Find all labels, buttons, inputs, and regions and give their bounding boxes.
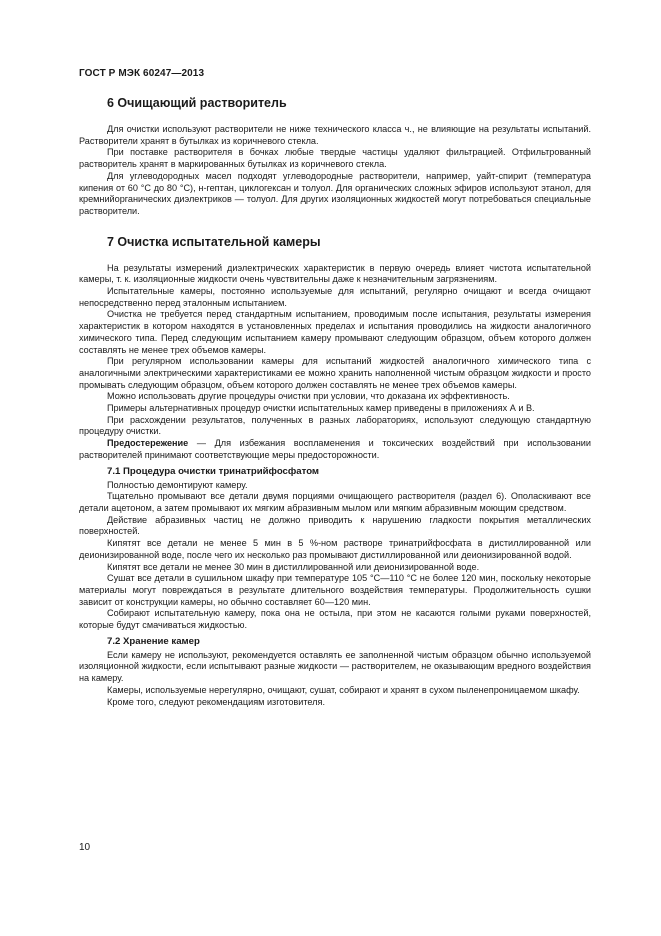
section-7-paragraph: При расхождении результатов, полученных в разных лабораториях, используют следующую стандартную процедуру очистки. — [79, 414, 591, 437]
section-7-2-title: 7.2 Хранение камер — [107, 635, 200, 647]
section-7-1-paragraph: Кипятят все детали не менее 5 мин в 5 %-ном растворе тринатрийфосфата в дистиллированной или деионизированной воде, после чего их несколько раз промывают дистиллированной или деионизированной водой. — [79, 538, 591, 560]
section-7-1-paragraph: Собирают испытательную камеру, пока она не остыла, при этом не касаются голыми руками поверхностей, которые будут смачиваться жидкостью. — [79, 608, 591, 631]
section-6-paragraph: При поставке растворителя в бочках любые твердые частицы удаляют фильтрацией. Отфильтрованный растворитель хранят в маркированных бутылках из коричневого стекла. — [79, 147, 591, 170]
document-header: ГОСТ Р МЭК 60247—2013 — [79, 68, 205, 79]
section-7-2-paragraph: Если камеру не используют, рекомендуется оставлять ее заполненной чистым образцом обычно используемой изоляционной жидкости, если испытывают разные жидкости — растворителем, не оказывающим вредного воздействия на камеру. — [79, 649, 591, 684]
section-6-paragraph: Для углеводородных масел подходят углеводородные растворители, например, уайт-спирит (температура кипения от 60 °С до 80 °С), н-гептан, циклогексан и толуол. Для органических сложных эфиров используют этанол, для кремнийорганических диэлектриков — толуол. Для других изоляционных жидкостей могут потребоваться специальные растворители. — [79, 170, 591, 216]
section-6-title: 6 Очищающий растворитель — [107, 96, 287, 110]
section-7-2-paragraph: Камеры, используемые нерегулярно, очищают, сушат, собирают и хранят в сухом пыленепроницаемом шкафу. — [107, 684, 580, 695]
section-7-1-paragraph: Тщательно промывают все детали двумя порциями очищающего растворителя (раздел 6). Ополаскивают все детали ацетоном, а затем промывают их мягким абразивным мылом или мягким абразивным моющим средством. — [79, 491, 591, 513]
section-7-paragraph: Можно использовать другие процедуры очистки при условии, что доказана их эффективность. — [107, 391, 510, 402]
section-7-1-paragraph: Кипятят все детали не менее 30 мин в дистиллированной или деионизированной воде. — [107, 561, 480, 572]
section-7-paragraph: При регулярном использовании камеры для испытаний жидкостей аналогичного химического типа с аналогичными электрическими характеристиками ее можно хранить наполненной чистым образцом жидкости и просто промывать следующим образцом, объем которого должен составлять не менее трех объемов камеры. — [79, 356, 591, 390]
section-7-1-paragraph: Действие абразивных частиц не должно приводить к нарушению гладкости покрытия металлических поверхностей. — [79, 514, 591, 537]
section-7-paragraph: Испытательные камеры, постоянно используемые для испытаний, регулярно очищают и всегда очищают непосредственно перед эталонным испытанием. — [79, 286, 591, 308]
warning-text: — Для избежания воспламенения и токсических воздействий при использовании растворителей принимают соответствующие меры предосторожности. — [79, 438, 591, 460]
section-7-1-paragraph: Сушат все детали в сушильном шкафу при температуре 105 °С—110 °С не более 120 мин, поскольку некоторые материалы могут повреждаться в результате длительного воздействия температуры. Продолжительность сушки зависит от конструкции камеры, но обычно составляет 60—120 мин. — [79, 573, 591, 607]
warning-paragraph — [79, 438, 591, 461]
section-7-title: 7 Очистка испытательной камеры — [107, 234, 321, 249]
section-7-2-paragraph: Кроме того, следуют рекомендациям изготовителя. — [107, 696, 325, 707]
section-7-paragraph: Очистка не требуется перед стандартным испытанием, проводимым после испытания, результаты измерения характеристик в котором находятся в установленных пределах и испытания проводились на жидкости аналогичного химического типа. Перед следующим испытанием камеру промывают следующим образцом, объем которого должен составлять не менее трех объемов камеры. — [79, 309, 591, 355]
section-7-1-paragraph: Полностью демонтируют камеру. — [107, 479, 248, 490]
section-7-1-title: 7.1 Процедура очистки тринатрийфосфатом — [107, 465, 320, 477]
section-7-paragraph: Примеры альтернативных процедур очистки испытательных камер приведены в приложениях А и В. — [107, 403, 535, 414]
warning-label: Предостережение — [107, 438, 189, 449]
section-7-paragraph: На результаты измерений диэлектрических характеристик в первую очередь влияет чистота испытательной камеры, т. к. изоляционные жидкости очень чувствительны даже к незначительным загрязнениям. — [79, 262, 591, 285]
page-number: 10 — [79, 842, 91, 853]
section-6-paragraph: Для очистки используют растворители не ниже технического класса ч., не влияющие на результаты испытаний. Растворители хранят в бутылках из коричневого стекла. — [79, 124, 591, 146]
page-body — [79, 96, 591, 708]
